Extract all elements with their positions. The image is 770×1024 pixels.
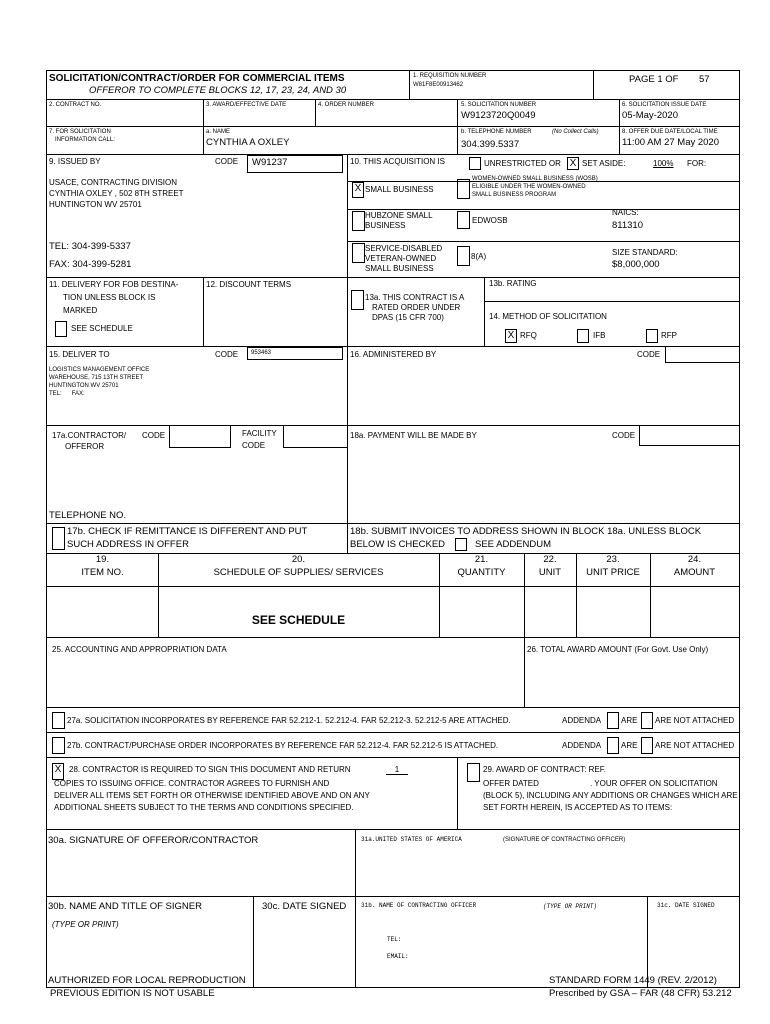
27a-are-not: ARE NOT ATTACHED [655,716,735,725]
rule [647,896,648,987]
block29-line2b: . YOUR OFFER ON SOLICITATION [590,779,718,788]
contract-no-label: 2. CONTRACT NO. [49,102,102,108]
see-addendum-label: SEE ADDENDUM [475,539,552,550]
payment-code-box [639,426,739,446]
facility-code-label-2: CODE [242,441,266,450]
rfq-checkbox[interactable]: X [505,329,517,343]
rule [47,637,739,638]
block29-line3: (BLOCK 5), INCLUDING ANY ADDITIONS OR CHANGES WHICH ARE [483,791,738,800]
delivery-label-1: 11. DELIVERY FOR FOB DESTINA- [49,280,179,289]
due-label: 8. OFFER DUE DATE/LOCAL TIME [622,129,718,135]
col21-header: QUANTITY [457,567,506,578]
facility-code-box [283,426,347,448]
rule [47,99,739,100]
deliver-to-label: 15. DELIVER TO [49,350,110,359]
block28-checkbox[interactable]: X [52,763,64,780]
footer-prescribed: Prescribed by GSA – FAR (48 CFR) 53.212 [549,988,732,999]
block29-line2: OFFER DATED [483,779,539,788]
block28-line2: COPIES TO ISSUING OFFICE. CONTRACTOR AGREES TO FURNISH AND [54,779,330,788]
contractor-label-1: 17a.CONTRACTOR/ [52,431,127,440]
8a-checkbox[interactable] [457,246,470,266]
sdvosb-checkbox[interactable] [352,243,365,263]
27b-checkbox[interactable] [52,737,65,754]
see-schedule-label: SEE SCHEDULE [71,324,133,333]
signature-co-note: (SIGNATURE OF CONTRACTING OFFICER) [503,837,626,843]
solicitation-no-label: 5. SOLICITATION NUMBER [461,102,537,108]
administered-by-label: 16. ADMINISTERED BY [350,350,437,359]
27b-are-not-checkbox[interactable] [641,737,653,754]
order-no-label: 4. ORDER NUMBER [318,102,375,108]
sf1449-form [46,70,740,988]
method-label: 14. METHOD OF SOLICITATION [489,312,607,321]
col23-number: 23. [606,554,620,565]
payment-label: 18a. PAYMENT WILL BE MADE BY [350,431,477,440]
block29-line4: SET FORTH HEREIN, IS ACCEPTED AS TO ITEMS: [483,803,673,812]
requisition-label: 1. REQUISITION NUMBER [413,73,487,79]
rule [47,425,739,426]
form-title: SOLICITATION/CONTRACT/ORDER FOR COMMERCIAL ITEMS [49,73,345,84]
naics-label: NAICS: [612,208,639,217]
phone-note: (No Collect Calls) [552,129,599,135]
sdvosb-label-3: SMALL BUSINESS [365,264,434,273]
co-tel-label: TEL: [387,936,402,943]
hubzone-label-2: BUSINESS [365,221,406,230]
rule [203,99,204,154]
rule [47,126,739,127]
footer-form-number: STANDARD FORM 1449 (REV. 2/2012) [549,975,717,986]
deliver-to-address-2: WAREHOUSE, 715 13TH STREET [49,375,144,381]
facility-code-label-1: FACILITY [242,429,277,438]
issued-by-address-3: HUNTINGTON WV 25701 [49,200,142,209]
payment-code-label: CODE [612,431,636,440]
col19-header: ITEM NO. [81,567,124,578]
27a-are-checkbox[interactable] [607,712,619,729]
co-email-label: EMAIL: [387,953,409,960]
discount-terms-label: 12. DISCOUNT TERMS [206,280,292,289]
contact-phone: 304.399.5337 [461,139,520,150]
name-label: a. NAME [206,129,231,135]
footer-authorized: AUTHORIZED FOR LOCAL REPRODUCTION [48,975,246,986]
signature-usa-label: 31a.UNITED STATES OF AMERICA [361,836,462,843]
rule [347,346,348,425]
issue-date: 05-May-2020 [622,110,678,121]
administered-by-code-label: CODE [637,350,661,359]
col23-header: UNIT PRICE [586,567,640,578]
col20-number: 20. [291,554,306,565]
rule [524,637,525,707]
27b-are: ARE [621,741,638,750]
rule [47,523,739,524]
remittance-label-1: 17b. CHECK IF REMITTANCE IS DIFFERENT AND PUT [67,526,308,537]
hubzone-checkbox[interactable] [352,211,365,231]
wosb-checkbox[interactable] [457,179,470,199]
size-standard: $8,000,000 [612,259,660,270]
sdvosb-label-2: VETERAN-OWNED [365,254,437,263]
rule [347,154,348,346]
set-aside-label: SET ASIDE: [582,159,626,168]
sdvosb-label-1: SERVICE-DISABLED [365,244,443,253]
page-total: 57 [699,74,710,85]
rated-order-label-1: 13a. THIS CONTRACT IS A [365,293,465,302]
block29-line1: 29. AWARD OF CONTRACT: REF. [483,765,606,774]
col21-number: 21. [474,554,489,565]
27b-addenda: ADDENDA [562,741,602,750]
date-signed-30c-label: 30c. DATE SIGNED [262,901,347,912]
phone-label: b. TELEPHONE NUMBER [461,129,532,135]
wosb-label-1: WOMEN-OWNED SMALL BUSINESS (WOSB) [472,176,598,182]
27b-are-checkbox[interactable] [607,737,619,754]
issued-by-fax: FAX: 304-399-5281 [49,259,132,270]
see-schedule-text: SEE SCHEDULE [251,613,346,627]
signer-type-note: (TYPE OR PRINT) [52,920,119,929]
rule [347,241,739,242]
rule [47,277,739,278]
ifb-checkbox[interactable] [577,329,589,343]
deliver-to-tel-fax: TEL: FAX: [49,391,85,397]
page-label: PAGE 1 OF [629,74,679,85]
27a-text: 27a. SOLICITATION INCORPORATES BY REFERENCE FAR 52.212-1. 52.212-4. FAR 52.212-3. 52.212-5 ARE ATTACHED. [67,716,511,725]
invoice-label-2: BELOW IS CHECKED [350,539,446,550]
small-business-checkbox[interactable]: X [352,182,364,198]
rule [484,301,739,302]
see-schedule-checkbox[interactable] [55,321,67,337]
telephone-label: TELEPHONE NO. [49,510,127,521]
col22-number: 22. [543,554,557,565]
block29-checkbox[interactable] [467,763,480,782]
rule [484,277,485,346]
27b-are-not: ARE NOT ATTACHED [655,741,735,750]
rfp-checkbox[interactable] [646,329,658,343]
issue-date-label: 6. SOLICITATION ISSUE DATE [622,102,707,108]
rfp-label: RFP [661,331,677,340]
deliver-to-code: 953463 [251,350,272,356]
col22-header: UNIT [538,567,562,578]
rule [47,896,739,897]
form-subtitle: OFFEROR TO COMPLETE BLOCKS 12, 17, 23, 24, AND 30 [89,85,347,96]
rule [47,154,739,155]
col24-number: 24. [687,554,702,565]
date-signed-31c-label: 31c. DATE SIGNED [657,902,715,909]
set-aside-for: FOR: [687,159,707,168]
issued-by-code-label: CODE [215,157,239,166]
co-name-label: 31b. NAME OF CONTRACTING OFFICER [361,902,477,909]
issued-by-address-2: CYNTHIA OXLEY , 502 8TH STREET [49,189,184,198]
set-aside-checkbox[interactable]: X [567,157,579,170]
rule [457,757,458,829]
col24-header: AMOUNT [673,567,716,578]
naics-code: 811310 [612,220,643,231]
rule [347,209,739,210]
unrestricted-label: UNRESTRICTED OR [484,159,561,168]
accounting-label: 25. ACCOUNTING AND APPROPRIATION DATA [52,645,227,654]
rating-label: 13b. RATING [489,279,537,288]
rule [409,71,410,99]
contractor-label-2: OFFEROR [65,442,105,451]
see-addendum-checkbox[interactable] [455,538,467,551]
rule [47,586,739,587]
27b-text: 27b. CONTRACT/PURCHASE ORDER INCORPORATES BY REFERENCE FAR 52.212-4. FAR 52.212-5 IS ATTACHED. [67,741,499,750]
8a-label: 8(A) [471,252,487,261]
27a-addenda: ADDENDA [562,716,602,725]
contractor-code-label: CODE [142,431,166,440]
rated-order-checkbox[interactable] [351,290,364,310]
acquisition-label: 10. THIS ACQUISITION IS [350,157,445,166]
wosb-label-2: ELIGIBLE UNDER THE WOMEN-OWNED [472,184,586,190]
col19-number: 19. [95,554,110,565]
rule [457,99,458,154]
contractor-code-box [169,426,231,448]
wosb-label-3: SMALL BUSINESS PROGRAM [472,192,557,198]
offer-due-date: 11:00 AM 27 May 2020 [622,137,719,148]
edwosb-checkbox[interactable] [457,211,470,229]
issued-by-label: 9. ISSUED BY [49,157,101,166]
requisition-number: W81F8E00913462 [413,82,464,88]
total-award-label: 26. TOTAL AWARD AMOUNT (For Govt. Use Only) [527,645,709,654]
rule [355,829,356,987]
rule [253,896,254,987]
remittance-label-2: SUCH ADDRESS IN OFFER [67,539,189,550]
rfq-label: RFQ [520,331,537,340]
rule [47,346,739,347]
ifb-label: IFB [593,331,606,340]
invoice-label-1: 18b. SUBMIT INVOICES TO ADDRESS SHOWN IN BLOCK 18a. UNLESS BLOCK [350,526,702,537]
27a-are-not-checkbox[interactable] [641,712,653,729]
col20-header: SCHEDULE OF SUPPLIES/ SERVICES [213,567,384,578]
unrestricted-checkbox[interactable] [469,157,481,170]
block28-line3: DELIVER ALL ITEMS SET FORTH OR OTHERWISE IDENTIFIED ABOVE AND ON ANY [54,791,370,800]
co-type-note: (TYPE OR PRINT) [543,903,598,910]
award-date-label: 3. AWARD/EFFECTIVE DATE [206,102,287,108]
rule [47,732,739,733]
rule [47,553,739,554]
rule [47,707,739,708]
size-standard-label: SIZE STANDARD: [612,248,678,257]
signature-offeror-label: 30a. SIGNATURE OF OFFEROR/CONTRACTOR [48,835,259,846]
issued-by-code: W91237 [252,157,288,168]
rule [347,425,348,553]
rated-order-label-3: DPAS (15 CFR 700) [372,313,444,322]
administered-by-code-box [665,347,739,363]
rated-order-label-2: RATED ORDER UNDER [372,303,461,312]
rule [593,71,594,99]
deliver-to-address-3: HUNTINGTON WV 25701 [49,383,119,389]
rule [315,99,316,126]
rule [47,829,739,830]
rule [203,277,204,346]
small-business-label: SMALL BUSINESS [365,185,434,194]
block28-line4: ADDITIONAL SHEETS SUBJECT TO THE TERMS AND CONDITIONS SPECIFIED. [54,803,354,812]
remittance-checkbox[interactable] [52,527,65,550]
delivery-label-3: MARKED [63,306,98,315]
footer-previous-edition: PREVIOUS EDITION IS NOT USABLE [50,988,215,999]
hubzone-label-1: HUBZONE SMALL [365,211,433,220]
27a-checkbox[interactable] [52,712,65,729]
delivery-label-2: TION UNLESS BLOCK IS [63,293,156,302]
rule [47,757,739,758]
rule [619,99,620,154]
block28-copies: 1 [386,765,408,775]
edwosb-label: EDWOSB [472,216,508,225]
info-call-label-2: INFORMATION CALL: [55,137,115,143]
info-call-label: 7. FOR SOLICITATION [49,129,111,135]
deliver-to-address-1: LOGISTICS MANAGEMENT OFFICE [49,367,150,373]
deliver-to-code-label: CODE [215,350,239,359]
27a-are: ARE [621,716,638,725]
contact-name: CYNTHIA A OXLEY [206,137,290,148]
issued-by-address-1: USACE, CONTRACTING DIVISION [49,178,178,187]
set-aside-percent: 100% [653,159,674,168]
signer-name-label: 30b. NAME AND TITLE OF SIGNER [48,901,202,912]
issued-by-tel: TEL: 304-399-5337 [49,241,131,252]
block28-line1: 28. CONTRACTOR IS REQUIRED TO SIGN THIS DOCUMENT AND RETURN [69,765,351,774]
solicitation-number: W9123720Q0049 [461,110,536,121]
